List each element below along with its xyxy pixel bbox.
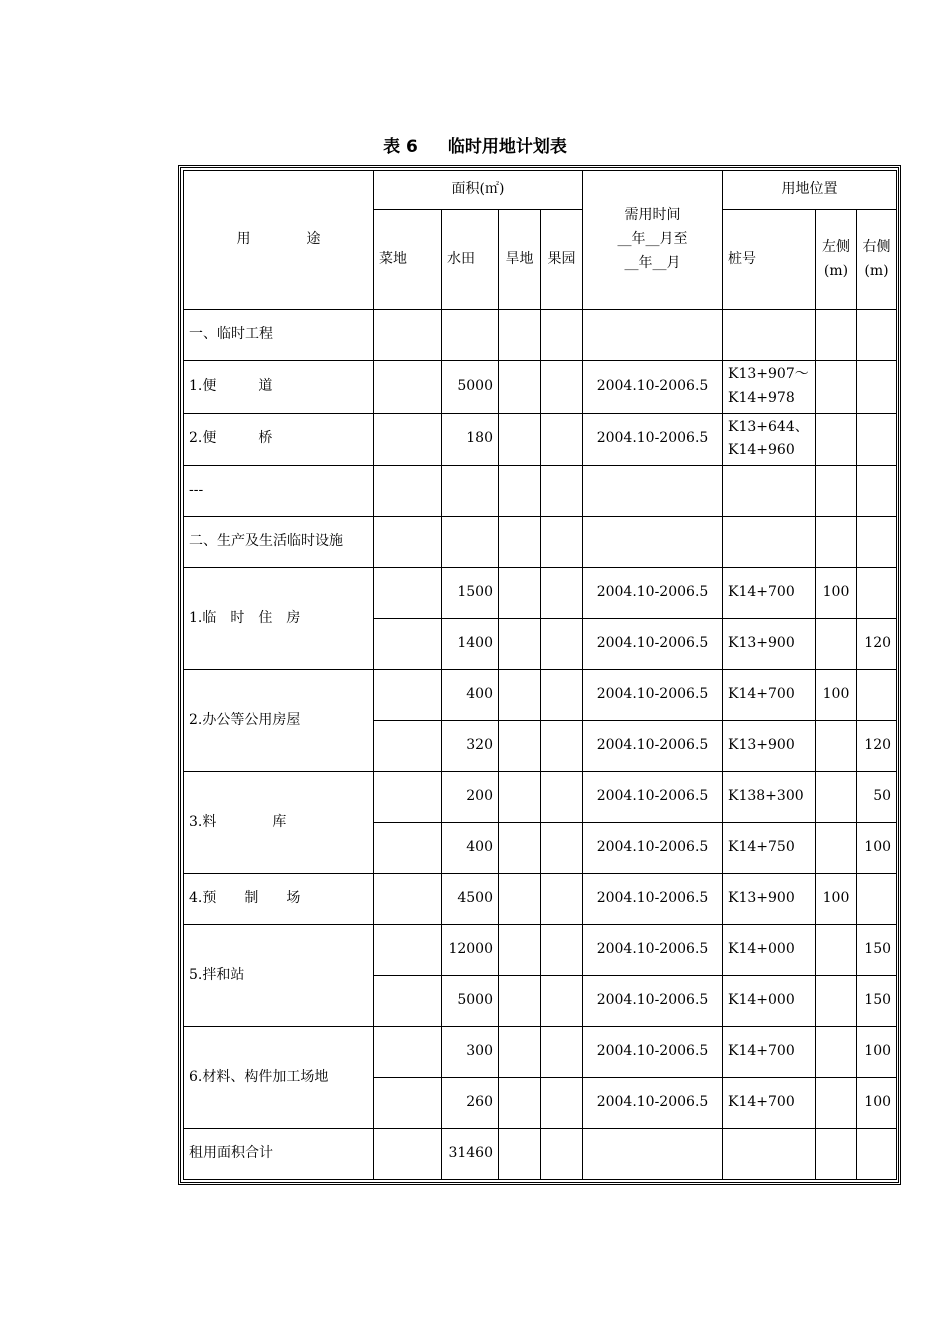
time-cell: 2004.10-2006.5 (583, 619, 723, 670)
table-row (184, 1027, 897, 1078)
time-cell: 2004.10-2006.5 (583, 361, 723, 414)
time-cell: 2004.10-2006.5 (583, 925, 723, 976)
header-stake: 桩号 (723, 210, 816, 310)
header-paddy-field: 水田 (442, 210, 499, 310)
paddy-cell: 5000 (442, 361, 499, 414)
paddy-cell: 4500 (442, 874, 499, 925)
header-right-side: 右侧(m) (857, 210, 897, 310)
time-cell: 2004.10-2006.5 (583, 568, 723, 619)
use-cell: 2.便 桥 (184, 413, 374, 466)
header-orchard: 果园 (541, 210, 583, 310)
header-row-1 (184, 171, 897, 210)
use-cell: 6.材料、构件加工场地 (184, 1027, 374, 1129)
stake-cell: K14+000 (723, 976, 816, 1027)
use-cell: 1.便 道 (184, 361, 374, 414)
right-cell: 150 (857, 925, 897, 976)
paddy-cell: 1400 (442, 619, 499, 670)
total-paddy: 31460 (442, 1129, 499, 1180)
table-row (184, 466, 897, 517)
time-cell: 2004.10-2006.5 (583, 874, 723, 925)
time-cell: 2004.10-2006.5 (583, 721, 723, 772)
stake-cell: K14+700 (723, 1078, 816, 1129)
right-cell: 100 (857, 1027, 897, 1078)
use-cell: 4.预 制 场 (184, 874, 374, 925)
use-cell: 2.办公等公用房屋 (184, 670, 374, 772)
header-use: 用 途 (184, 171, 374, 310)
total-row (184, 1129, 897, 1180)
table-row (184, 413, 897, 466)
stake-cell: K14+000 (723, 925, 816, 976)
left-cell: 100 (816, 670, 857, 721)
header-location: 用地位置 (723, 171, 897, 210)
paddy-cell: 180 (442, 413, 499, 466)
table-row (184, 925, 897, 976)
stake-cell: K13+644、K14+960 (723, 413, 816, 466)
paddy-cell: 12000 (442, 925, 499, 976)
time-cell: 2004.10-2006.5 (583, 1027, 723, 1078)
paddy-cell: 400 (442, 823, 499, 874)
land-use-table (183, 170, 897, 1180)
stake-cell: K138+300 (723, 772, 816, 823)
time-cell: 2004.10-2006.5 (583, 823, 723, 874)
table-title-text: 临时用地计划表 (447, 137, 567, 157)
time-cell: 2004.10-2006.5 (583, 1078, 723, 1129)
paddy-cell: 1500 (442, 568, 499, 619)
header-left-side: 左侧(m) (816, 210, 857, 310)
right-cell: 50 (857, 772, 897, 823)
section-label: 二、生产及生活临时设施 (184, 517, 374, 568)
paddy-cell: 300 (442, 1027, 499, 1078)
paddy-cell: 260 (442, 1078, 499, 1129)
paddy-cell: 200 (442, 772, 499, 823)
table-row (184, 517, 897, 568)
table-row (184, 568, 897, 619)
right-cell: 100 (857, 1078, 897, 1129)
stake-cell: K13+900 (723, 721, 816, 772)
header-vegetable-land: 菜地 (374, 210, 442, 310)
time-cell: 2004.10-2006.5 (583, 413, 723, 466)
stake-cell: K14+700 (723, 670, 816, 721)
table-row (184, 361, 897, 414)
table-row (184, 772, 897, 823)
use-cell: 5.拌和站 (184, 925, 374, 1027)
left-cell: 100 (816, 874, 857, 925)
paddy-cell: 320 (442, 721, 499, 772)
paddy-cell: 5000 (442, 976, 499, 1027)
table-row (184, 310, 897, 361)
use-cell: 1.临 时 住 房 (184, 568, 374, 670)
stake-cell: K13+900 (723, 619, 816, 670)
header-time-range-1: __年__月至 (617, 231, 688, 248)
right-cell: 120 (857, 619, 897, 670)
stake-cell: K14+750 (723, 823, 816, 874)
time-cell: 2004.10-2006.5 (583, 772, 723, 823)
total-label: 租用面积合计 (184, 1129, 374, 1180)
time-cell: 2004.10-2006.5 (583, 976, 723, 1027)
header-time-range-2: __年__月 (624, 254, 681, 271)
time-cell: 2004.10-2006.5 (583, 670, 723, 721)
right-cell: 150 (857, 976, 897, 1027)
right-cell: 120 (857, 721, 897, 772)
table-number: 表 6 (383, 137, 418, 157)
stake-cell: K14+700 (723, 568, 816, 619)
left-cell: 100 (816, 568, 857, 619)
table-row (184, 874, 897, 925)
stake-cell: K13+907～K14+978 (723, 361, 816, 414)
header-area: 面积(㎡) (374, 171, 583, 210)
stake-cell: K13+900 (723, 874, 816, 925)
table-row (184, 670, 897, 721)
paddy-cell: 400 (442, 670, 499, 721)
header-time (583, 171, 723, 310)
use-cell: --- (184, 466, 374, 517)
table-frame (178, 165, 901, 1185)
header-time-label: 需用时间 (624, 207, 681, 224)
use-cell: 3.料 库 (184, 772, 374, 874)
stake-cell: K14+700 (723, 1027, 816, 1078)
section-label: 一、临时工程 (184, 310, 374, 361)
table-title (0, 132, 950, 157)
right-cell: 100 (857, 823, 897, 874)
header-dry-land: 旱地 (499, 210, 541, 310)
